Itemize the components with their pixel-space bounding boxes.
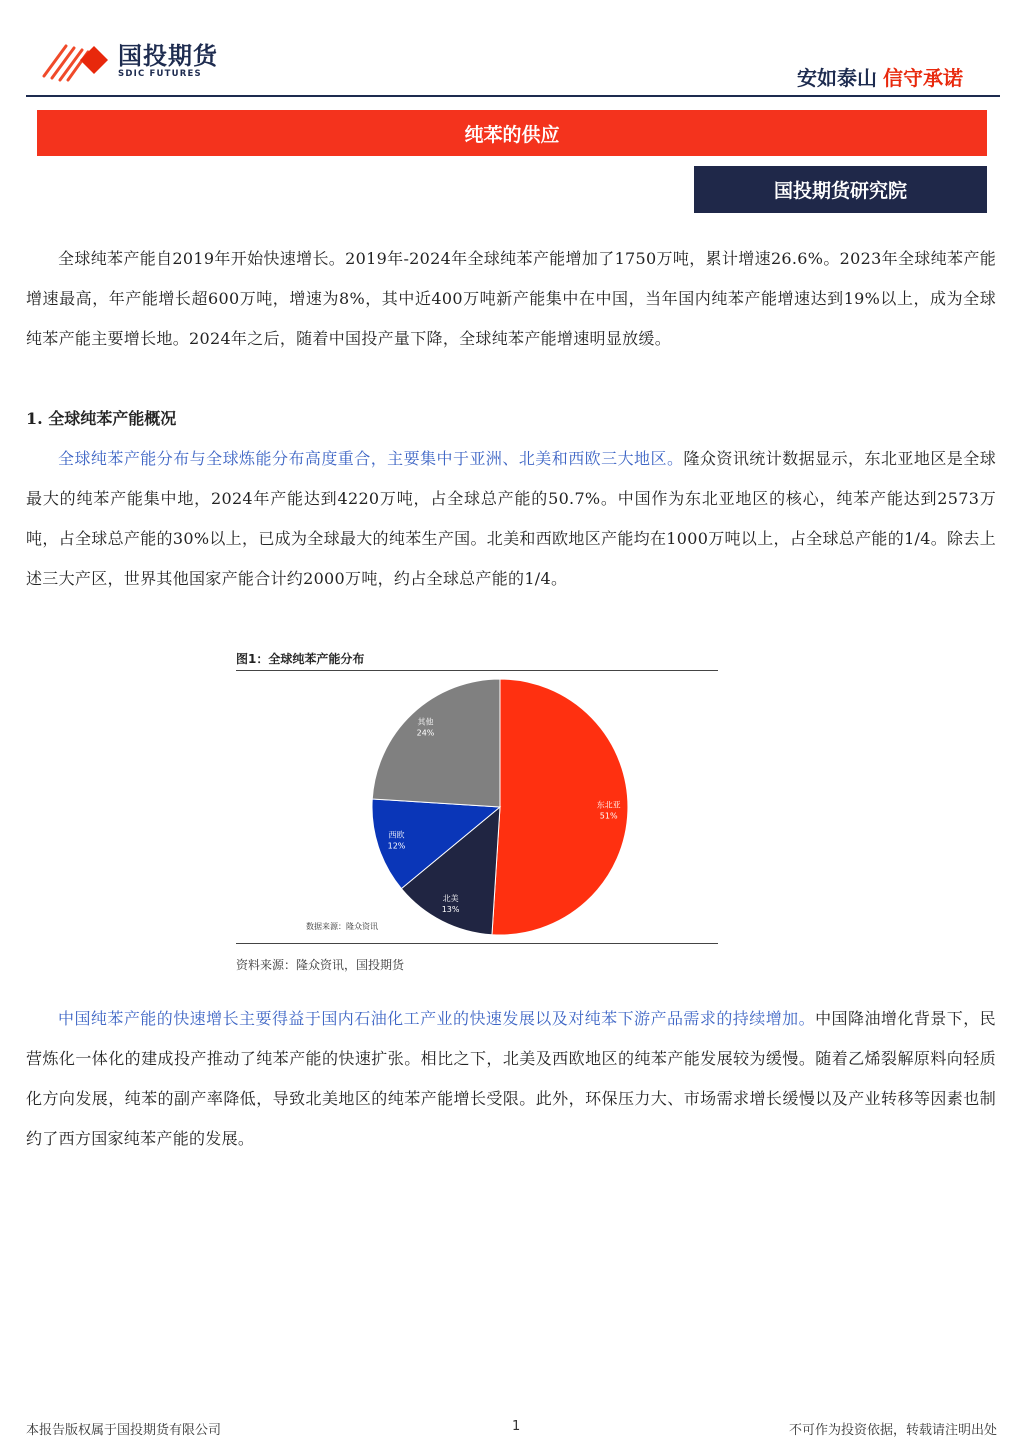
slice-label-1: 北美 (442, 893, 459, 903)
growth-drivers-paragraph (26, 999, 996, 1159)
slice-label-3: 其他 (417, 717, 434, 727)
page-number: 1 (512, 1419, 521, 1434)
figure-bottom-rule (236, 943, 718, 944)
figure-title: 图1：全球纯苯产能分布 (236, 652, 365, 666)
intro-paragraph (26, 239, 996, 359)
figure-source: 资料来源：隆众资讯，国投期货 (236, 958, 405, 972)
slogan-part-2: 信守承诺 (883, 66, 963, 90)
logo-english-text: SDIC FUTURES (118, 69, 202, 79)
highlight-text-2: 中国纯苯产能的快速增长主要得益于国内石油化工产业的快速发展以及对纯苯下游产品需求的持续增加。 (58, 1009, 816, 1028)
section-heading: 1. 全球纯苯产能概况 (26, 409, 177, 428)
slice-percent-2: 12% (387, 841, 406, 851)
slogan (797, 62, 963, 91)
chart-inner-source: 数据来源：隆众资讯 (306, 922, 378, 931)
slogan-part-1: 安如泰山 (797, 66, 877, 90)
footer-disclaimer: 不可作为投资依据，转载请注明出处 (788, 1423, 997, 1438)
institute-label-box (694, 166, 987, 213)
footer-copyright: 本报告版权属于国投期货有限公司 (26, 1423, 222, 1438)
logo-chinese-text: 国投期货 (118, 42, 218, 70)
pie-slice-3 (372, 679, 500, 807)
capacity-overview-paragraph (26, 439, 996, 599)
section-title-bar (37, 110, 987, 156)
slice-percent-0: 51% (599, 811, 618, 821)
logo-mark-icon (40, 38, 112, 84)
company-logo (40, 38, 218, 84)
paragraph-3-text: 中国降油增化背景下，民营炼化一体化的建成投产推动了纯苯产能的快速扩张。相比之下，北美及西欧地区的纯苯产能发展较为缓慢。随着乙烯裂解原料向轻质化方向发展，纯苯的副产率降低，导致北美地区的纯苯产能增长受限。此外，环保压力大、市场需求增长缓慢以及产业转移等因素也制约了西方国家纯苯产能的发展。 (26, 1009, 996, 1148)
page-header (0, 0, 1025, 100)
pie-slices (372, 679, 628, 935)
institute-label: 国投期货研究院 (773, 180, 907, 202)
section-title: 纯苯的供应 (464, 123, 560, 146)
slice-percent-1: 13% (441, 904, 460, 914)
slice-label-0: 东北亚 (596, 800, 621, 810)
slice-label-2: 西欧 (388, 830, 405, 840)
highlight-text: 全球纯苯产能分布与全球炼能分布高度重合，主要集中于亚洲、北美和西欧三大地区。 (58, 449, 684, 468)
paragraph-2-text: 隆众资讯统计数据显示，东北亚地区是全球最大的纯苯产能集中地，2024年产能达到4220万吨，占全球总产能的50.7%。中国作为东北亚地区的核心，纯苯产能达到2573万吨，占全球总产能的30%以上，已成为全球最大的纯苯生产国。北美和西欧地区产能均在1000万吨以上，占全球总产能的1/4。除去上述三大产区，世界其他国家产能合计约2000万吨，约占全球总产能的1/4。 (26, 449, 996, 588)
slice-percent-3: 24% (416, 728, 435, 738)
paragraph-1: 全球纯苯产能自2019年开始快速增长。2019年-2024年全球纯苯产能增加了1750万吨，累计增速26.6%。2023年全球纯苯产能增速最高，年产能增长超600万吨，增速为8%，其中近400万吨新产能集中在中国，当年国内纯苯产能增速达到19%以上，成为全球纯苯产能主要增长地。2024年之后，随着中国投产量下降，全球纯苯产能增速明显放缓。 (26, 249, 996, 348)
header-divider (26, 95, 1000, 97)
pie-chart (236, 671, 718, 943)
